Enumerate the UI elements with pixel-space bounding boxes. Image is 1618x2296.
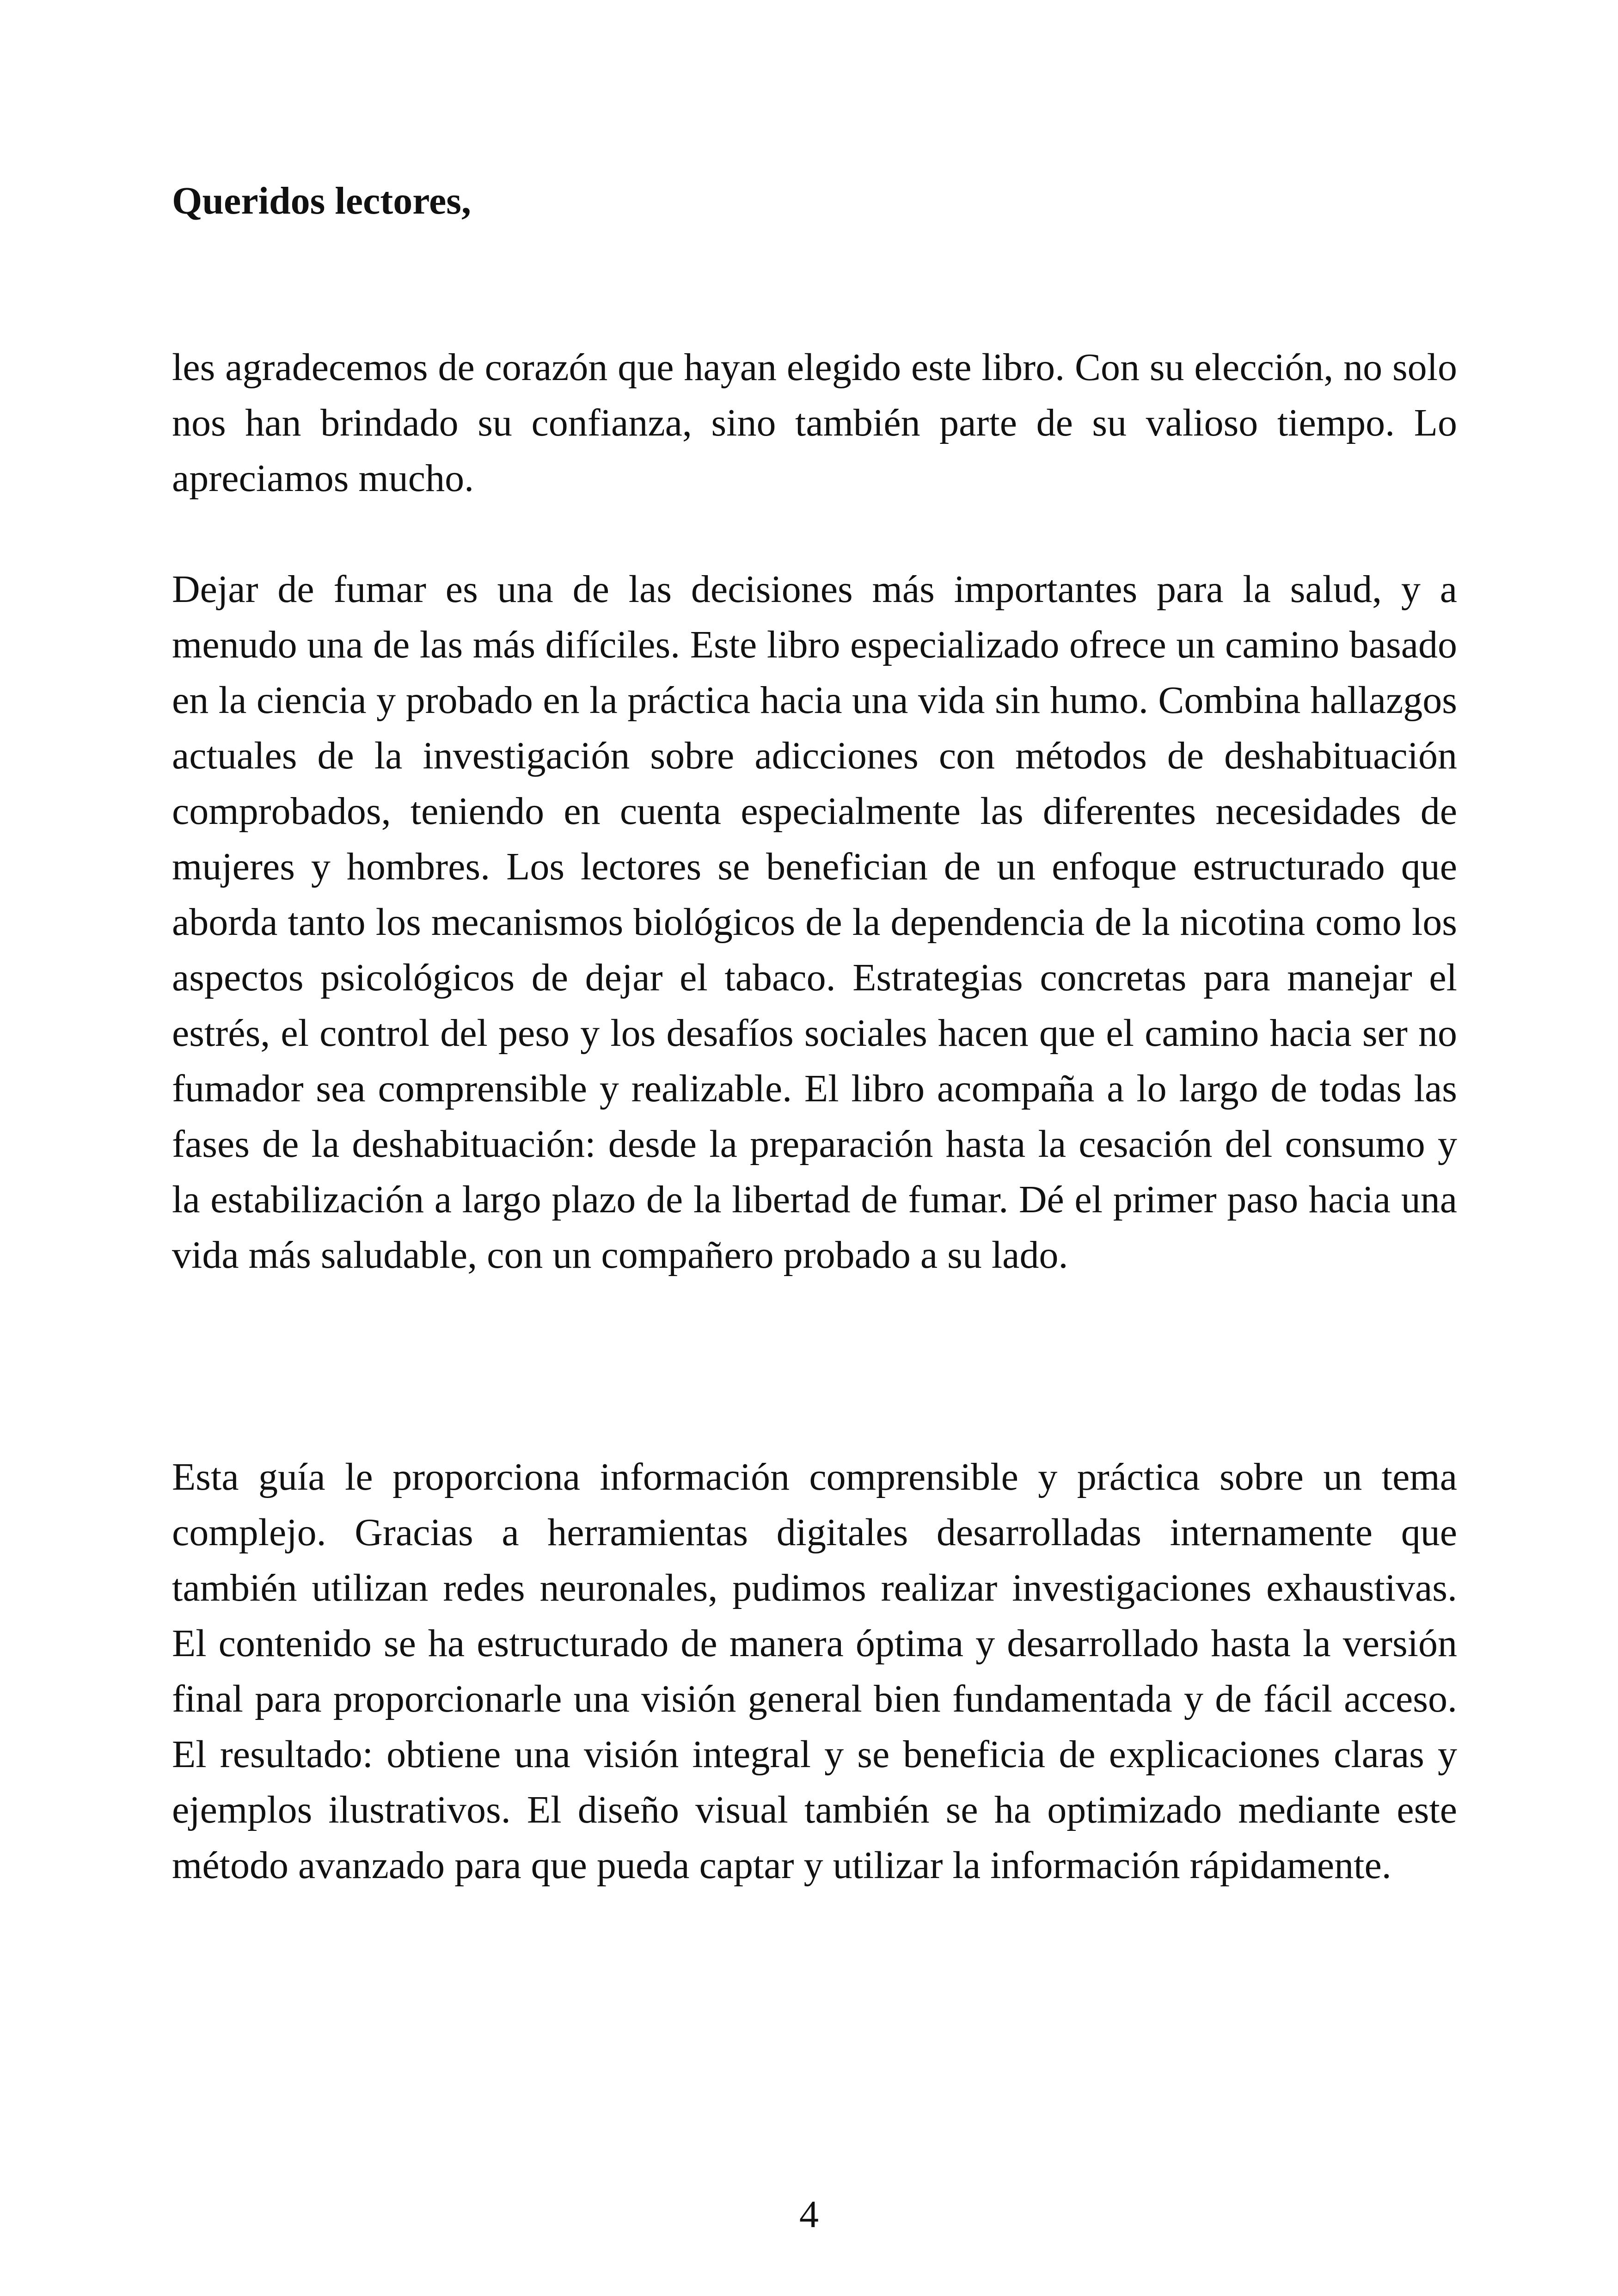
paragraph-thanks: les agradecemos de corazón que hayan elegido este libro. Con su elección, no solo nos han brindado su confianza, sino también parte de su valioso tiempo. Lo apreciamos mucho.	[172, 346, 1457, 500]
greeting-heading: Queridos lectores,	[172, 179, 471, 222]
page-number: 4	[799, 2193, 819, 2236]
paragraph-book-description: Dejar de fumar es una de las decisiones más importantes para la salud, y a menudo una de las más difíciles. Este libro especializado ofrece un camino basado en la ciencia y probado en la práctica hacia una vida sin humo. Combina hallazgos actuales de la investigación sobre adicciones con métodos de deshabituación comprobados, teniendo en cuenta especialmente las diferentes necesidades de mujeres y hombres. Los lectores se benefician de un enfoque estructurado que aborda tanto los mecanismos biológicos de la dependencia de la nicotina como los aspectos psicológicos de dejar el tabaco. Estrategias concretas para manejar el estrés, el control del peso y los desafíos sociales hacen que el camino hacia ser no fumador sea comprensible y realizable. El libro acompaña a lo largo de todas las fases de la deshabituación: desde la preparación hasta la cesación del consumo y la estabilización a largo plazo de la libertad de fumar. Dé el primer paso hacia una vida más saludable, con un compañero probado a su lado.	[172, 568, 1457, 1277]
paragraph-guide-method: Esta guía le proporciona información comprensible y práctica sobre un tema complejo. Gracias a herramientas digitales desarrolladas internamente que también utilizan redes neuronales, pudimos realizar investigaciones exhaustivas. El contenido se ha estructurado de manera óptima y desarrollado hasta la versión final para proporcionarle una visión general bien fundamentada y de fácil acceso. El resultado: obtiene una visión integral y se beneficia de explicaciones claras y ejemplos ilustrativos. El diseño visual también se ha optimizado mediante este método avanzado para que pueda captar y utilizar la información rápidamente.	[172, 1455, 1457, 1887]
